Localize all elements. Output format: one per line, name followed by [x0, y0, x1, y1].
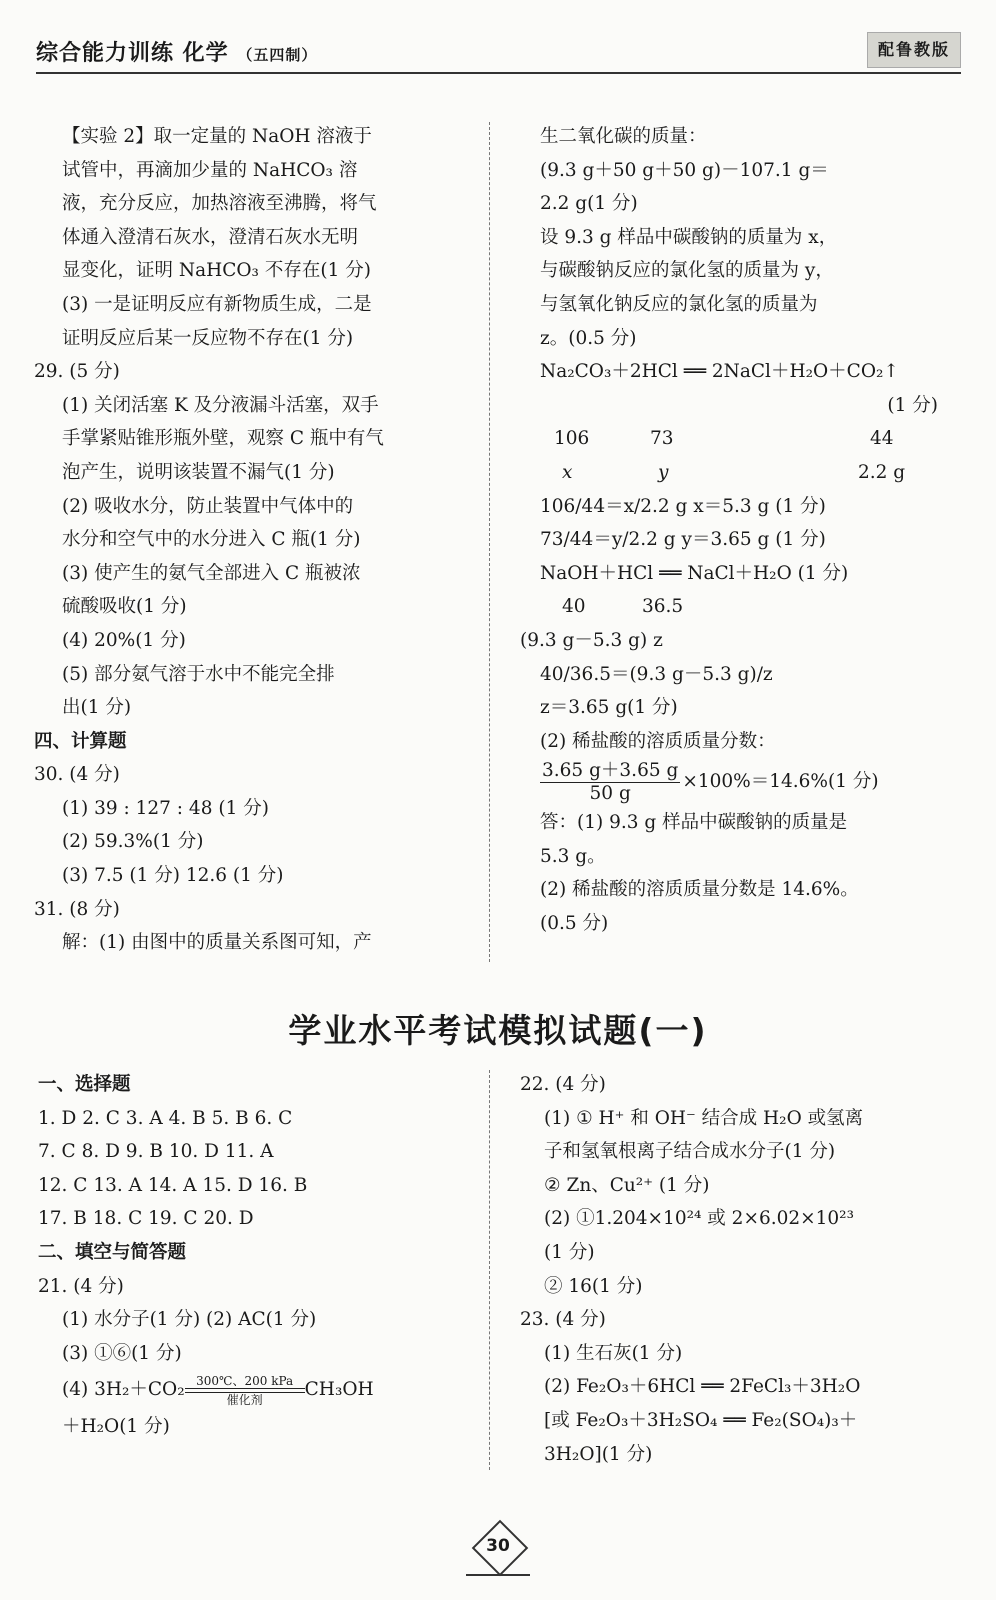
chemical-equation: Na₂CO₃＋2HCl ══ 2NaCl＋H₂O＋CO₂↑	[540, 361, 899, 383]
text-line: (1) 关闭活塞 K 及分液漏斗活塞，双手	[62, 394, 379, 416]
ratio-value: x	[562, 461, 573, 483]
column-divider	[489, 122, 490, 962]
text-line: 试管中，再滴加少量的 NaHCO₃ 溶	[62, 159, 358, 181]
text-line: (3) 7.5 (1 分) 12.6 (1 分)	[62, 865, 284, 887]
text-line: (9.3 g＋50 g＋50 g)－107.1 g＝	[540, 159, 829, 181]
condition-below: 催化剂	[226, 1392, 263, 1407]
chemical-equation: [或 Fe₂O₃＋3H₂SO₄ ══ Fe₂(SO₄)₃＋	[544, 1409, 858, 1431]
mass-ratio-row	[540, 456, 960, 490]
text-line: 与碳酸钠反应的氯化氢的质量为 y，	[540, 260, 834, 282]
text-line: (4) 20%(1 分)	[62, 629, 186, 651]
text-line: 【实验 2】取一定量的 NaOH 溶液于	[62, 126, 372, 147]
ratio-value: y	[658, 461, 669, 483]
text-line: (1 分)	[544, 1241, 595, 1263]
chemical-equation: (2) Fe₂O₃＋6HCl ══ 2FeCl₃＋3H₂O	[544, 1376, 861, 1398]
section-heading: 二、填空与简答题	[38, 1241, 187, 1263]
text-line: (2) 稀盐酸的溶质质量分数：	[540, 730, 776, 752]
answers-right-top	[520, 120, 960, 941]
text-line: 答：(1) 9.3 g 样品中碳酸钠的质量是	[540, 812, 848, 834]
book-title: 综合能力训练 化学 （五四制）	[36, 41, 318, 66]
text-line: (1) 39 : 127 : 48 (1 分)	[62, 797, 269, 819]
answers-right-bottom	[520, 1068, 960, 1471]
text-line: (3) 一是证明反应有新物质生成，二是	[62, 293, 372, 315]
answers-left-bottom	[38, 1068, 478, 1444]
fraction-denominator: 50 g	[589, 782, 631, 804]
text-line: 5.3 g。	[540, 845, 606, 867]
fraction-line	[540, 758, 960, 806]
question-number: 31. (8 分)	[34, 898, 120, 920]
chemical-equation	[38, 1370, 478, 1410]
text-line: (0.5 分)	[540, 913, 609, 935]
ratio-value: 73	[650, 428, 674, 450]
text-line: z＝3.65 g(1 分)	[540, 697, 678, 719]
text-line: (1) 生石灰(1 分)	[544, 1342, 683, 1364]
exam-title: 学业水平考试模拟试题(一)	[288, 1011, 708, 1050]
text-line: (2) 59.3%(1 分)	[62, 831, 204, 853]
text-line: ＋H₂O(1 分)	[62, 1416, 170, 1438]
text-line: 体通入澄清石灰水，澄清石灰水无明	[62, 226, 359, 248]
page-header	[36, 30, 961, 80]
publisher-badge: 配鲁教版	[867, 32, 961, 68]
text-line: 106/44＝x/2.2 g x＝5.3 g (1 分)	[540, 495, 826, 517]
choice-answers: 12. C 13. A 14. A 15. D 16. B	[38, 1174, 308, 1196]
text-line: (3) ①⑥(1 分)	[62, 1342, 182, 1364]
fraction-numerator: 3.65 g＋3.65 g	[542, 759, 679, 781]
page-number-text: 30	[486, 1536, 510, 1556]
text-line: 水分和空气中的水分进入 C 瓶(1 分)	[62, 529, 361, 551]
text-line: 子和氢氧根离子结合成水分子(1 分)	[544, 1141, 836, 1163]
question-number: 22. (4 分)	[520, 1074, 606, 1095]
question-number: 21. (4 分)	[38, 1275, 124, 1297]
text-line: (2) ①1.204×10²⁴ 或 2×6.02×10²³	[544, 1208, 855, 1230]
text-line: 泡产生，说明该装置不漏气(1 分)	[62, 461, 335, 483]
text-line: ② 16(1 分)	[544, 1275, 643, 1297]
text-line: 40/36.5＝(9.3 g－5.3 g)/z	[540, 663, 773, 685]
text-line: (1) 水分子(1 分) (2) AC(1 分)	[62, 1309, 317, 1331]
section-heading: 四、计算题	[34, 730, 127, 752]
mass-ratio-row	[540, 590, 960, 624]
choice-answers: 17. B 18. C 19. C 20. D	[38, 1208, 254, 1230]
fraction-result: ×100%＝14.6%(1 分)	[682, 771, 879, 793]
ratio-value: 44	[870, 428, 894, 450]
choice-answers: 1. D 2. C 3. A 4. B 5. B 6. C	[38, 1107, 293, 1129]
text-line: 液，充分反应，加热溶液至沸腾，将气	[62, 193, 377, 215]
text-line: (5) 部分氨气溶于水中不能完全排	[62, 663, 335, 685]
text-line: 显变化，证明 NaHCO₃ 不存在(1 分)	[62, 260, 371, 282]
ratio-value: 36.5	[642, 596, 684, 618]
section-heading: 一、选择题	[38, 1074, 131, 1095]
text-line: 生二氧化碳的质量：	[540, 126, 707, 147]
text-line: 73/44＝y/2.2 g y＝3.65 g (1 分)	[540, 529, 826, 551]
chemical-equation: NaOH＋HCl ══ NaCl＋H₂O (1 分)	[540, 562, 849, 584]
question-number: 30. (4 分)	[34, 764, 120, 786]
book-edition: （五四制）	[237, 46, 318, 64]
page-number-underline	[466, 1566, 530, 1576]
text-line: 设 9.3 g 样品中碳酸钠的质量为 x，	[540, 226, 838, 248]
question-number: 29. (5 分)	[34, 361, 120, 383]
header-rule	[36, 72, 961, 74]
column-divider	[489, 1070, 490, 1470]
text-line: (3) 使产生的氨气全部进入 C 瓶被浓	[62, 562, 361, 584]
text-line: (9.3 g－5.3 g) z	[520, 629, 663, 651]
text-line: 出(1 分)	[62, 697, 132, 719]
text-line: 2.2 g(1 分)	[540, 193, 638, 215]
choice-answers: 7. C 8. D 9. B 10. D 11. A	[38, 1141, 274, 1163]
text-line: (2) 稀盐酸的溶质质量分数是 14.6%。	[540, 879, 859, 901]
question-number: 23. (4 分)	[520, 1309, 606, 1331]
fraction	[540, 760, 680, 805]
text-line: (1 分)	[887, 394, 938, 416]
ratio-value: 106	[554, 428, 590, 450]
text-line: 手掌紧贴锥形瓶外壁，观察 C 瓶中有气	[62, 428, 384, 450]
text-line: 3H₂O](1 分)	[544, 1443, 653, 1465]
text-line: (2) 吸收水分，防止装置中气体中的	[62, 495, 354, 517]
answers-left-top	[34, 120, 482, 960]
text-line: 证明反应后某一反应物不存在(1 分)	[62, 327, 354, 349]
reaction-conditions	[185, 1374, 305, 1407]
text-line: 解：(1) 由图中的质量关系图可知，产	[62, 932, 372, 954]
text-line: 与氢氧化钠反应的氯化氢的质量为	[540, 293, 818, 315]
page-number	[466, 1526, 530, 1570]
text-line: ② Zn、Cu²⁺ (1 分)	[544, 1174, 710, 1196]
equation-reactants: (4) 3H₂＋CO₂	[62, 1379, 185, 1401]
equation-products: CH₃OH	[304, 1379, 374, 1401]
ratio-value: 40	[562, 596, 586, 618]
ratio-value: 2.2 g	[858, 461, 906, 483]
text-line: z。(0.5 分)	[540, 327, 637, 349]
condition-above: 300℃、200 kPa	[196, 1373, 294, 1388]
mass-ratio-row	[540, 422, 960, 456]
text-line: 硫酸吸收(1 分)	[62, 596, 187, 618]
text-line: (1) ① H⁺ 和 OH⁻ 结合成 H₂O 或氢离	[544, 1107, 864, 1129]
